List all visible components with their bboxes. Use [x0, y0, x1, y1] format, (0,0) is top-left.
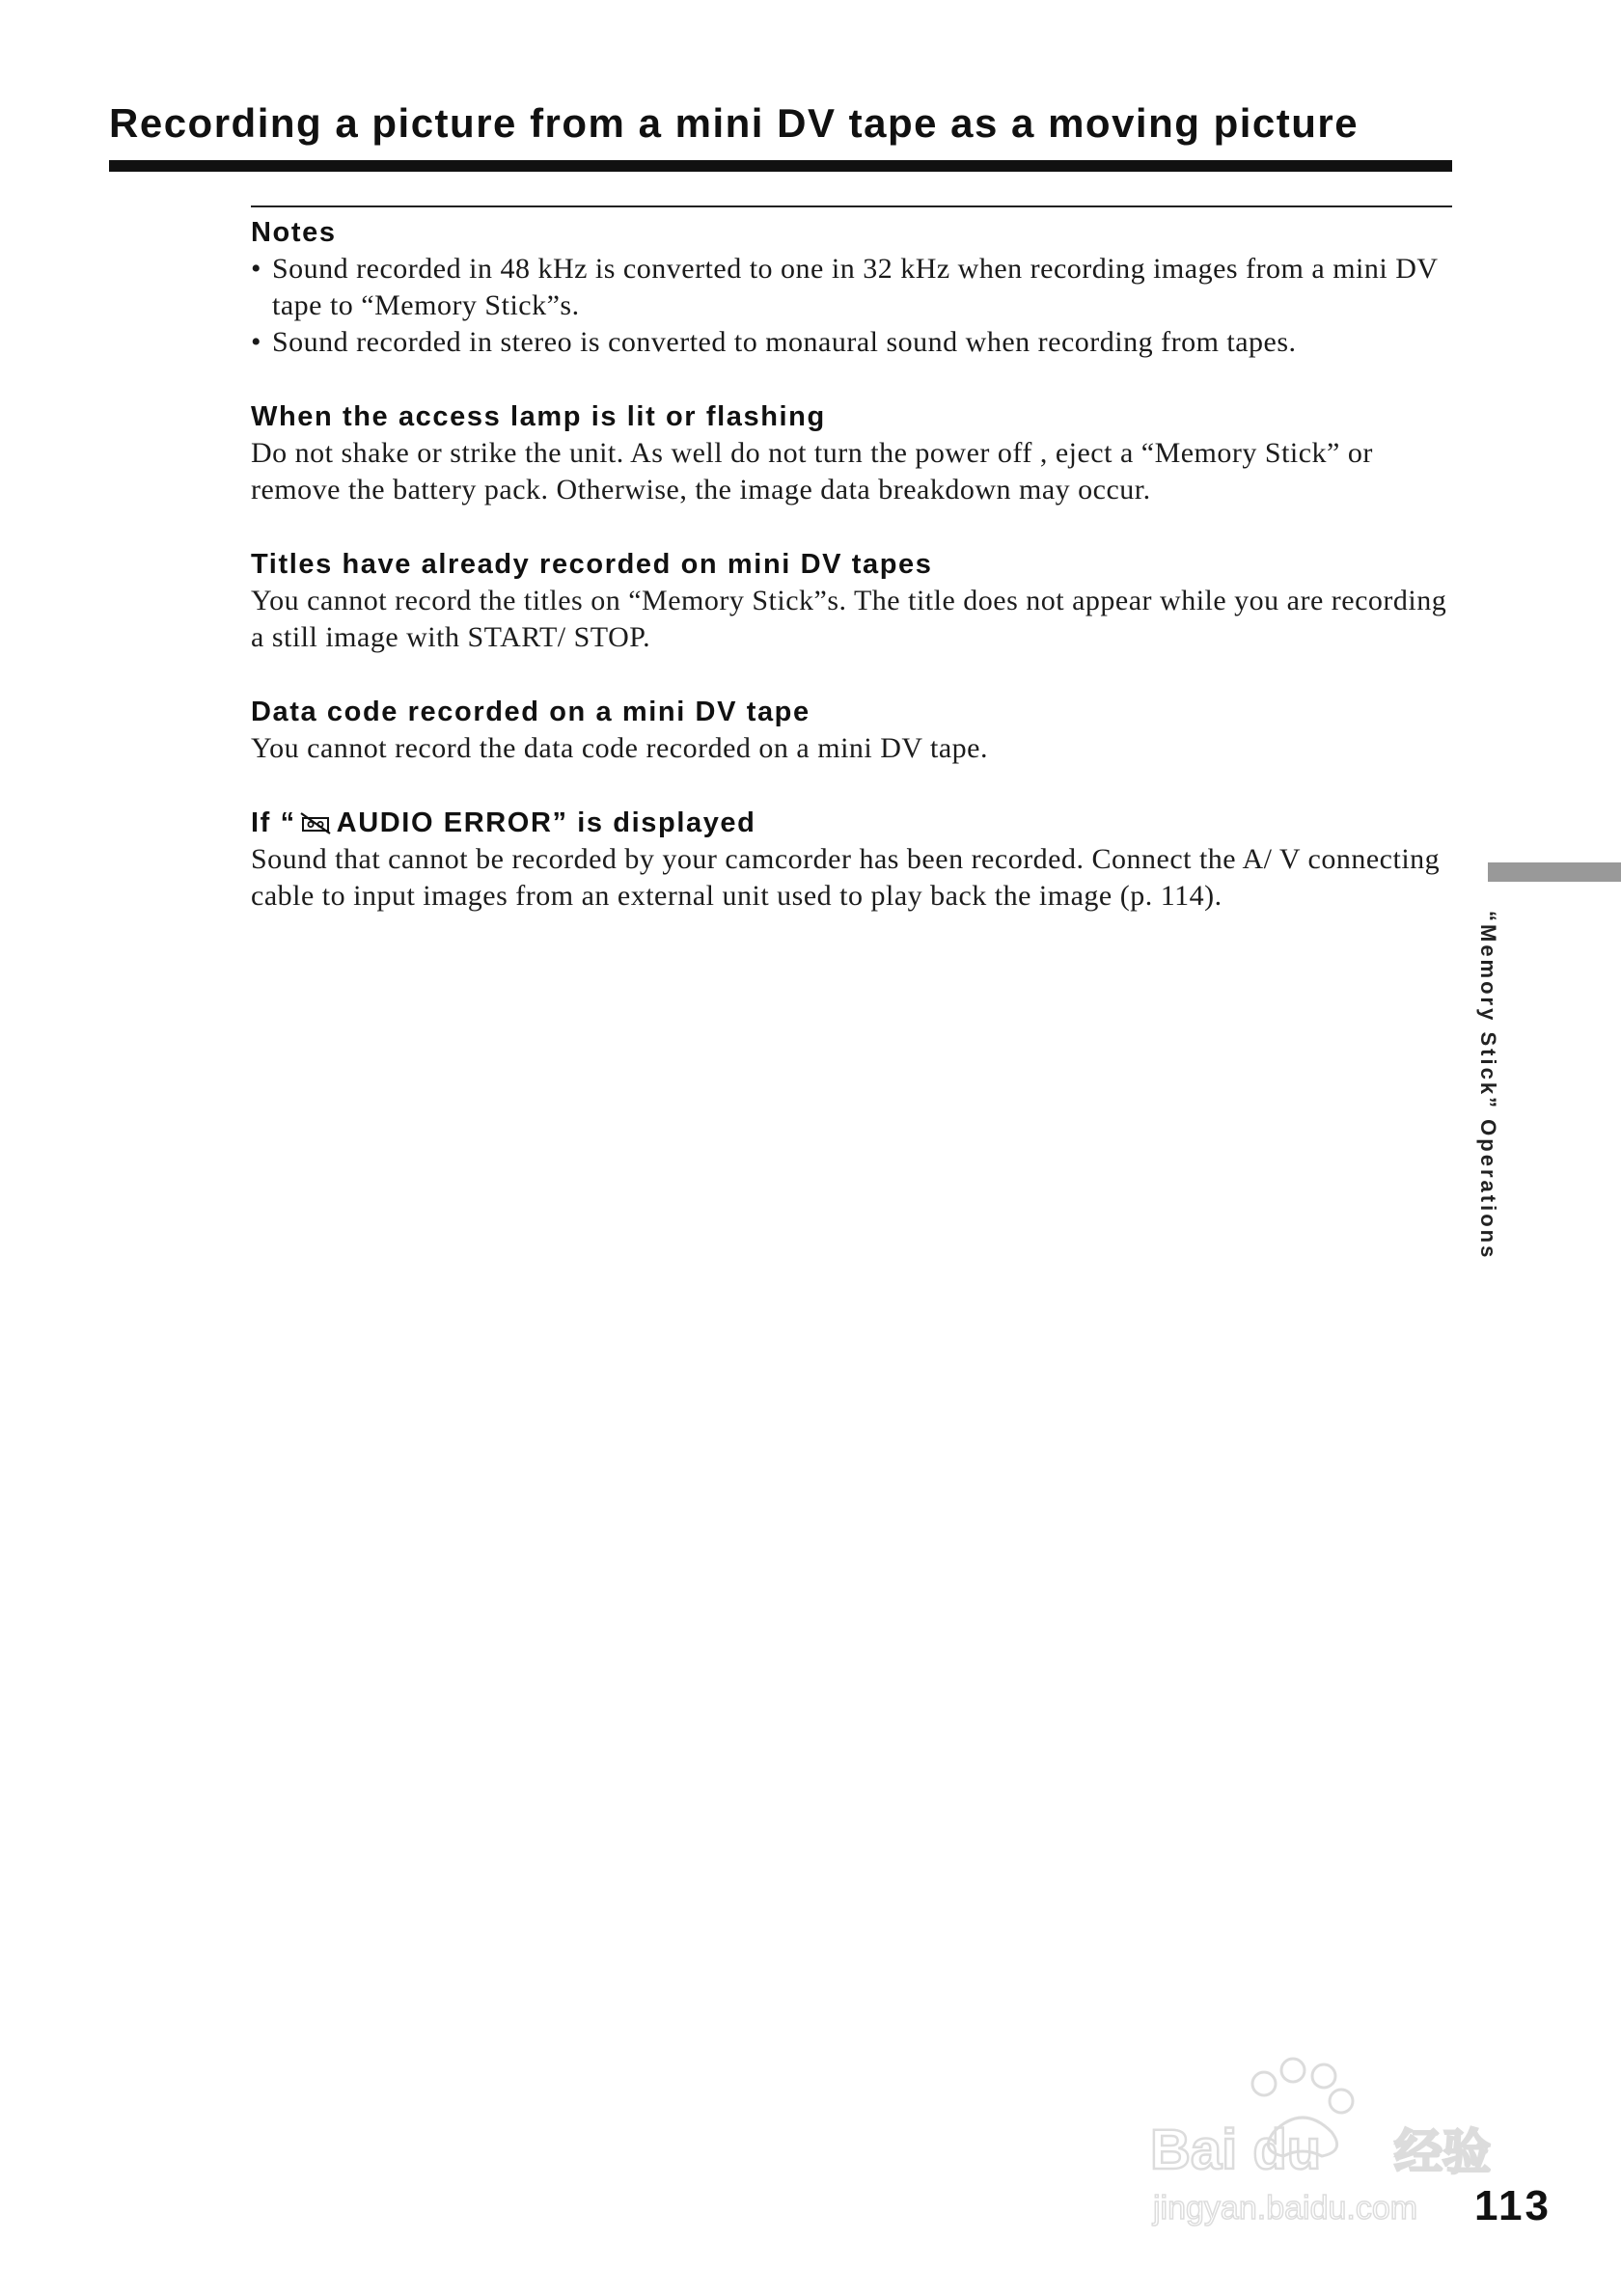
list-item-text: Sound recorded in 48 kHz is converted to one in 32 kHz when recording images from a mini DV tape to “Memory Stick”s.	[272, 253, 1438, 321]
section-data-code	[251, 694, 1457, 767]
heading-suffix: AUDIO ERROR” is displayed	[336, 807, 756, 838]
bullet-dot: •	[251, 326, 262, 358]
watermark-brand: Bai du	[1150, 2118, 1322, 2181]
section-heading: When the access lamp is lit or flashing	[251, 401, 826, 432]
section-body: You cannot record the titles on “Memory Stick”s. The title does not appear while you are recording a still image with START/ STOP.	[251, 585, 1447, 653]
watermark-brand-cn: 经验	[1394, 2124, 1491, 2180]
notes-heading: Notes	[251, 217, 337, 248]
notes-rule	[251, 205, 1452, 207]
section-body: Sound that cannot be recorded by your camcorder has been recorded. Connect the A/ V connecting cable to input images from an external unit used to play back the image (p. 114).	[251, 843, 1441, 912]
heading-prefix: If “	[251, 807, 296, 838]
side-tab	[1488, 862, 1621, 882]
watermark-url: jingyan.baidu.com	[1153, 2190, 1418, 2227]
side-label: “Memory Stick” Operations	[1476, 911, 1500, 1261]
no-tape-icon	[298, 811, 333, 834]
section-heading: Data code recorded on a mini DV tape	[251, 697, 810, 727]
notes-block	[251, 214, 1457, 361]
list-item-text: Sound recorded in stereo is converted to monaural sound when recording from tapes.	[272, 326, 1297, 358]
section-body: You cannot record the data code recorded on a mini DV tape.	[251, 732, 988, 764]
list-item	[251, 251, 1457, 324]
bullet-dot: •	[251, 253, 262, 285]
content	[251, 214, 1457, 915]
notes-list	[251, 251, 1457, 361]
section-access-lamp	[251, 398, 1457, 508]
page-title: Recording a picture from a mini DV tape as a moving picture	[109, 100, 1360, 146]
section-body: Do not shake or strike the unit. As well do not turn the power off , eject a “Memory Stick” or remove the battery pack. Otherwise, the image data breakdown may occur.	[251, 437, 1373, 506]
page-number: 113	[1474, 2182, 1552, 2229]
title-rule	[109, 160, 1452, 172]
section-titles	[251, 546, 1457, 656]
list-item	[251, 324, 1457, 361]
section-heading: Titles have already recorded on mini DV tapes	[251, 549, 933, 580]
section-heading	[251, 805, 1457, 841]
section-audio-error	[251, 805, 1457, 915]
